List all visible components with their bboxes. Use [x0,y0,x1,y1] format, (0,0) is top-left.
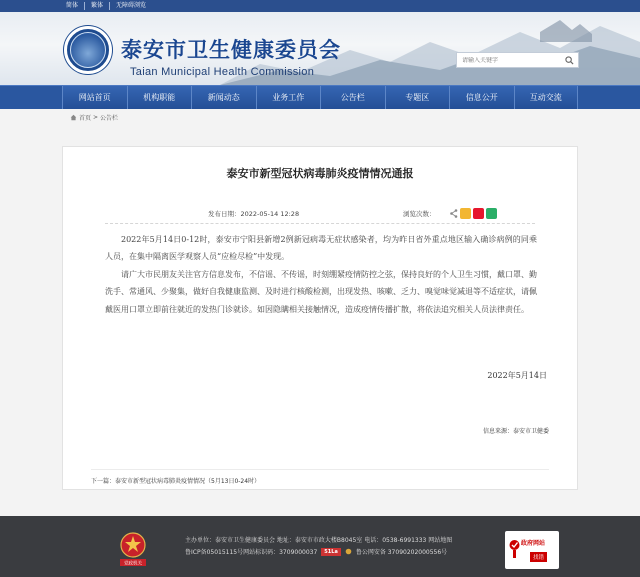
nav-home[interactable]: 网站首页 [62,86,127,109]
weibo-icon[interactable] [473,208,484,219]
police-record[interactable]: 鲁公网安备 37090202000556号 [355,549,448,556]
share-icon[interactable] [450,209,458,218]
stats-badge[interactable]: 51La [321,548,341,556]
error-report-icon [509,539,520,559]
traditional-link[interactable]: 繁体 [85,2,110,10]
top-bar [0,0,640,12]
paragraph: 2022年5月14日0-12时，泰安市宁阳县新增2例新冠病毒无症状感染者，均为昨日省外重点地区输入确诊病例的同乘人员，在集中隔离医学观察人员“应检尽检”中发现。 [105,235,537,262]
svg-text:党政机关: 党政机关 [124,561,142,567]
nav-topics[interactable]: 专题区 [385,86,450,109]
publish-date: 发布日期：2022-05-14 12:28 [208,210,300,218]
gov-site-title: 政府网站 [521,540,546,547]
divider [91,469,549,470]
view-count: 浏览次数： [403,210,436,218]
emblem-logo [64,26,112,74]
breadcrumb-separator: > [93,114,99,121]
qzone-icon[interactable] [460,208,471,219]
party-gov-badge-icon[interactable] [118,531,148,567]
next-article-link[interactable]: 下一篇：泰安市新型冠状病毒肺炎疫情情况（5月13日0-24时） [91,478,261,485]
site-subtitle: Taian Municipal Health Commission [130,66,315,78]
nav-business[interactable]: 业务工作 [256,86,321,109]
header-banner [0,12,640,85]
nav-notices[interactable]: 公告栏 [320,86,385,109]
divider [105,223,535,224]
police-icon [345,548,352,555]
icp-text[interactable]: 鲁ICP备05015115号网站标识码：3709000037 [185,549,318,556]
main-nav [0,85,640,109]
nav-functions[interactable]: 机构职能 [127,86,192,109]
footer-info: 主办单位：泰安市卫生健康委员会 地址：泰安市市政大楼B8045室 电话：0538-6991333 网站地图 [185,537,453,544]
wechat-icon[interactable] [486,208,497,219]
breadcrumb-current[interactable]: 公告栏 [100,115,119,122]
search-input[interactable] [457,57,561,64]
article-title: 泰安市新型冠状病毒肺炎疫情情况通报 [226,167,414,180]
article-card [62,146,578,490]
accessibility-link[interactable]: 无障碍浏览 [116,2,147,9]
breadcrumb [70,113,118,122]
article-meta [63,209,577,221]
search-icon[interactable] [561,53,577,67]
site-title: 泰安市卫生健康委员会 [121,37,341,62]
nav-interaction[interactable]: 互动交流 [514,86,579,109]
nav-disclosure[interactable]: 信息公开 [449,86,514,109]
paragraph: 请广大市民朋友关注官方信息发布，不信谣、不传谣，时刻绷紧疫情防控之弦，保持良好的个人卫生习惯，戴口罩、勤洗手、常通风、少聚集，做好自我健康监测、及时进行核酸检测，出现发热、咳嗽、乏力、嗅觉味觉减退等不适症状，请佩戴医用口罩立即前往就近的发热门诊就诊。如因隐瞒相关接触情况，造成疫情传播扩散，将依法追究相关人员法律责任。 [105,269,537,314]
footer [0,516,640,577]
sign-date: 2022年5月14日 [487,371,547,380]
article-body [105,231,537,318]
find-error-button[interactable]: 找错 [530,552,547,562]
footer-icp [185,547,447,556]
gov-error-report[interactable] [505,531,559,569]
breadcrumb-home[interactable]: 首页 [79,115,92,122]
info-source: 信息来源：泰安市卫健委 [482,428,549,435]
search-box [456,52,579,68]
share-bar [450,208,497,219]
nav-news[interactable]: 新闻动态 [191,86,256,109]
simplified-link[interactable]: 简体 [60,2,85,10]
home-icon [70,114,77,121]
